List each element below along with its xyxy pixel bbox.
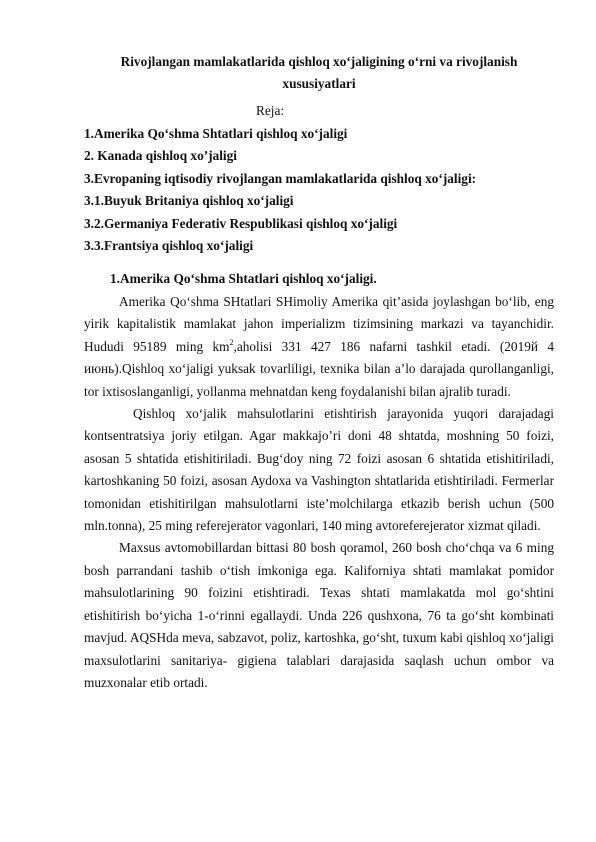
toc-item: 3.2.Germaniya Federativ Respublikasi qishloq xo‘jaligi (84, 215, 398, 231)
toc-item: 3.1.Buyuk Britaniya qishloq xo‘jaligi (84, 193, 294, 209)
toc-item: 1.Amerika Qo‘shma Shtatlari qishloq xo‘jaligi (84, 126, 348, 141)
section-heading: 1.Amerika Qo‘shma Shtatlari qishloq xo‘jaligi. (110, 271, 377, 286)
paragraph-1-text-a: Amerika Qo‘shma SHtatlari SHimoliy Amerika qit’asida joylashgan bo‘lib, eng yirik kapitalistik mamlakat jahon imperializm tizimsining markazi va tayanchidir. Hududi 95189 ming km (84, 294, 554, 354)
paragraph-1-text-b: ,aholisi 331 427 186 nafarni tashkil etadi. (2019й 4 июнь).Qishloq xo‘jaligi yuksak tovarliligi, texnika bilan a’lo darajada qurollanganligi, tor ixtisoslanganligi, yollanma mehnatdan keng foydalanishi bilan ajralib turadi. (84, 338, 554, 399)
table-of-contents (84, 123, 476, 257)
title-line-1: Rivojlangan mamlakatlarida qishloq xo‘jaligining o‘rni va rivojlanish (120, 54, 518, 69)
superscript-2: 2 (229, 337, 234, 347)
paragraph-3: Maxsus avtomobillardan bittasi 80 bosh qoramol, 260 bosh cho‘chqa va 6 ming bosh parrandani tashib o‘tish imkoniga ega. Kaliforniya shtati mamlakat pomidor mahsulotlarining 90 foizini etishtiradi. Texas shtati mamlakatda mol go‘shtini etishitirish bo‘yicha 1-o‘rinni egallaydi. Unda 226 qushxona, 76 ta go‘sht kombinati mavjud. AQSHda meva, sabzavot, poliz, kartoshka, go‘sht, tuxum kabi qishloq xo‘jaligi maxsulotlarini sanitariya- gigiena talablari darajasida saqlash uchun ombor va muzxonalar etib ortadi. (84, 540, 554, 690)
toc-item: 3.Evropaning iqtisodiy rivojlangan mamlakatlarida qishloq xo‘jaligi: (84, 170, 477, 186)
toc-item: 2. Kanada qishloq xo’jaligi (84, 148, 237, 164)
title-line-2: xususiyatlari (282, 76, 356, 92)
toc-item: 3.3.Frantsiya qishloq xo‘jaligi (84, 237, 254, 253)
paragraph-1 (84, 291, 554, 403)
plan-label: Reja: (256, 103, 285, 118)
body-text (84, 291, 554, 694)
paragraph-2: Qishloq xo‘jalik mahsulotlarini etishtirish jarayonida yuqori darajadagi kontsentratsiya joriy etilgan. Agar makkajo’ri doni 48 shtatda, moshning 50 foizi, asosan 5 shtatida etishitiriladi. Bug‘doy ning 72 foizi asosan 6 shtatida etishitiriladi, kartoshkaning 50 foizi, asosan Aydoxa va Vashington shtatlarida etishtiriladi. Fermerlar tomonidan etishitirilgan mahsulotlarni iste’molchilarga etkazib berish uchun (500 mln.tonna), 25 ming referejerator vagonlari, 140 ming avtoreferejerator xizmat qiladi. (84, 406, 554, 534)
document-title (84, 51, 554, 96)
